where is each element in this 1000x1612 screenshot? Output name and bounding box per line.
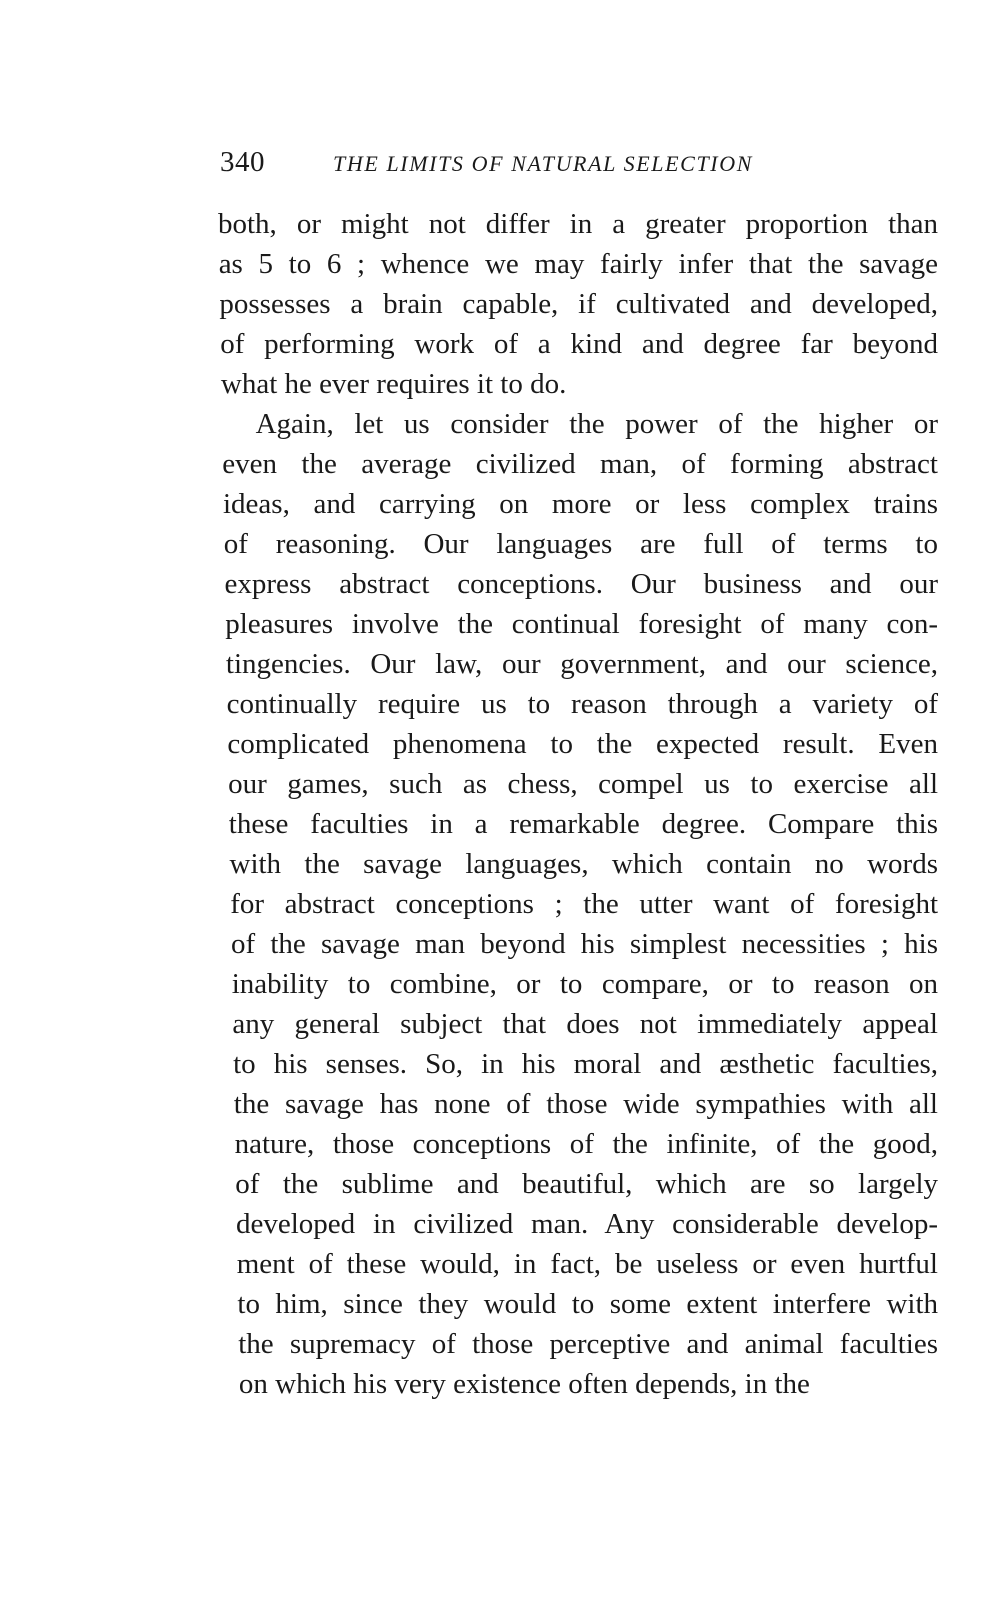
- text-line: even the average civilized man, of forming abstract: [222, 448, 938, 480]
- text-line: on which his very existence often depends, in the: [238, 1368, 810, 1400]
- text-line: of reasoning. Our languages are full of terms to: [223, 528, 938, 560]
- text-line: express abstract conceptions. Our business and our: [224, 568, 938, 600]
- text-line: to his senses. So, in his moral and æsthetic faculties,: [233, 1048, 938, 1080]
- text-line: the savage has none of those wide sympathies with all: [233, 1088, 938, 1120]
- page-header: [220, 140, 960, 184]
- running-head: THE LIMITS OF NATURAL SELECTION: [333, 151, 753, 176]
- text-line: with the savage languages, which contain no words: [229, 848, 938, 880]
- text-line: any general subject that does not immediately appeal: [232, 1008, 938, 1040]
- text-line: what he ever requires it to do.: [220, 368, 567, 400]
- text-line: Again, let us consider the power of the higher or: [255, 408, 938, 440]
- text-line: to him, since they would to some extent interfere with: [237, 1288, 938, 1320]
- page-number: 340: [220, 146, 265, 178]
- text-line: tingencies. Our law, our government, and our science,: [225, 648, 938, 680]
- text-line: possesses a brain capable, if cultivated and developed,: [219, 288, 938, 320]
- text-line: developed in civilized man. Any considerable develop-: [236, 1208, 938, 1240]
- text-line: the supremacy of those perceptive and animal faculties: [238, 1328, 938, 1360]
- text-line: complicated phenomena to the expected result. Even: [227, 728, 938, 760]
- text-line: these faculties in a remarkable degree. Compare this: [228, 808, 938, 840]
- text-line: pleasures involve the continual foresight of many con-: [225, 608, 938, 640]
- text-line: ment of these would, in fact, be useless or even hurtful: [236, 1248, 938, 1280]
- text-line: as 5 to 6 ; whence we may fairly infer that the savage: [218, 248, 938, 280]
- text-line: of the sublime and beautiful, which are so largely: [235, 1168, 938, 1200]
- body-text: [218, 204, 938, 1404]
- text-line: of performing work of a kind and degree far beyond: [220, 328, 938, 360]
- text-line: ideas, and carrying on more or less complex trains: [223, 488, 938, 520]
- text-line: both, or might not differ in a greater proportion than: [218, 208, 938, 240]
- text-line: of the savage man beyond his simplest necessities ; his: [231, 928, 938, 960]
- text-line: continually require us to reason through a variety of: [226, 688, 938, 720]
- text-line: inability to combine, or to compare, or to reason on: [231, 968, 938, 1000]
- text-line: our games, such as chess, compel us to exercise all: [228, 768, 938, 800]
- text-line: for abstract conceptions ; the utter want of foresight: [230, 888, 938, 920]
- paragraph: [218, 204, 938, 404]
- text-line: nature, those conceptions of the infinite, of the good,: [234, 1128, 938, 1160]
- paragraph: [218, 404, 938, 1404]
